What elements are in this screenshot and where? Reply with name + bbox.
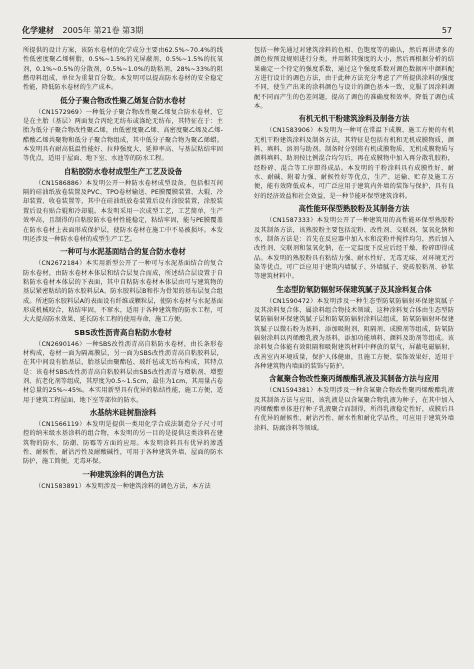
section-heading: SBS改性沥青高自粘防水卷材 [74, 327, 172, 337]
body-paragraph: （CN2672184）本实用新型公开了一种可与水泥基面结合的复合防水卷材，由防水卷材本体层和结合层复合而成，所述结合层设置于自粘防水卷材本体层的下表面，其中自粘防水卷材本体层由可与建筑物的基层紧密粘结的防水胶料层A、防水胶料层B和作为骨架的基布层复合组成。所述防水胶料层A的表面设有纤维或颗粒层，使防水卷材与水泥基面形成机械咬合，粘结牢固，不窜水，适用于各种建筑物的防水工程，可大大提高防水效果，延长防水工程的使用寿命，施工方便。 [23, 260, 223, 324]
journal-name: 化学建材 [22, 26, 54, 35]
body-paragraph: （CN1594381）本发明涉及一种含氟聚合物改性聚丙烯酸酯乳液及其制备方法与应用，该乳液是以含氟聚合物乳液为种子，在其中加入丙烯酸酯单体进行种子乳液聚合而制得，所得乳液稳定性好，成膜后具有优异的耐候性、耐沾污性、耐水性和耐化学品性，可应用于建筑外墙涂料、防腐涂料等领域。 [254, 387, 454, 432]
section-heading: 水基纳米硅树脂涂料 [89, 408, 157, 417]
body-paragraph: （CN1572969）一种低分子聚合物改性聚乙烯复合防水卷材，它是在主胎（基层）两面复合丙纶无纺布或涤纶无纺布，其特征在于：主胎为低分子聚合物改性聚乙烯，由低密度聚乙烯、高密度聚乙烯及乙烯-醋酸乙烯共聚物和低分子聚合物组成，其中低分子聚合物为聚乙烯蜡。本发明具有耐高低温性能好、拉伸强度大、延伸率高、与基层粘结牢固等优点，适用于屋面、地下室、水池等的防水工程。 [23, 108, 223, 163]
body-paragraph: （CN1586886）本发明公开一种防水卷材成型设备，包括相互间隔的硅油纸放卷装置及PVC、TPO卷材输送、PE膜覆膜装置、大辊、冷却装置、收卷装置等，其中在硅油纸放卷装置后设有涂胶装置，涂胶装置后设有贴合辊和冷却辊。本发明采用一次成型工艺，工艺简单，生产效率高，且制得的自粘胶防水卷材性能稳定，粘结牢固，能与PE膜覆盖在防水卷材上表面形成保护层，使防水卷材在施工中不易被损坏。本发明还涉及一种防水卷材的成型生产工艺。 [23, 179, 223, 243]
section-heading: 生态型防氡防辐射环保建筑腻子及其涂料复合体 [276, 284, 432, 294]
body-paragraph: 所提供的设计方案，该防水卷材的化学成分主要由62.5%~70.4%的线性低密度聚乙烯树脂，0.5%~1.5%的光屏蔽剂，0.5%~1.5%的抗氧剂，0.1%~0.5%的分散剂，0.5%~1.0%的助粘剂，28%~33%的阻燃母料组成，单位为重量百分数。本发明可以提高防水卷材的安全稳定性能，降低防水卷材的生产成本。 [23, 47, 223, 92]
body-paragraph: 包括一种先通过对建筑涂料的色相、色饱度等的确认，然后再讲诸多的颜色按预设规则进行分类，并用断其强度的大小，然后再根据分析的结果确定一个待定的强度系数，通过这个强度系数对调色数据库中颜料配方进行设计的调色方法，由于此种方法充分考虑了产所提供涂料的强度不同，使生产出来的涂料颜色与设计的颜色基本一致，克服了因涂料调配不同而产生的色差问题，提高了调色的准确度和效率，降低了调色成本。 [254, 47, 454, 111]
page-header [22, 24, 452, 39]
body-paragraph: （CN1587333）本发明公开了一种建筑用的高性能环保型熟胶粉及其制备方法，该熟胶粉主要包括淀粉、改性剂、交联剂、氢氧化钠和水，制备方法是：首先在反应器中加入水和淀粉并搅拌均匀，然后加入改性剂、交联剂和氢氧化钠，在一定温度下反应后经干燥、粉碎即得成品。本发明的熟胶粉具有粘结力强、耐水性好、无毒无味、对环境无污染等优点，可广泛应用于建筑内墙腻子、外墙腻子、瓷砖胶粘剂、砂浆等建筑材料中。 [254, 217, 454, 281]
body-paragraph: （CN1590472）本发明涉及一种生态型防氡防辐射环保建筑腻子及其涂料复合体，属涂料组合物技术领域，这种涂料复合体由生态型防氡防辐射环保建筑腻子层和防氡防辐射涂料层组成，防氡防辐射环保建筑腻子以微石粉为基料，添加吸附剂、阻隔剂、成膜剂等组成，防氡防辐射涂料以丙烯酸乳液为基料，添加功能填料、颜料及助剂等组成。该涂料复合体能有效阻隔和吸附建筑材料中释放的氡气，屏蔽电磁辐射，改善室内环境质量，保护人体健康，且施工方便、装饰效果好，适用于各种建筑物内墙面的装饰与防护。 [254, 297, 454, 370]
issue-info: 2005年 第21卷 第3期 [62, 26, 144, 35]
body-paragraph: （CN1583891）本发明涉及一种建筑涂料的调色方法，本方法 [35, 482, 211, 490]
section-heading: 自粘胶防水卷材成型生产工艺及设备 [63, 166, 183, 176]
body-paragraph: （CN1583906）本发明为一种可在常温下成膜、施工方便的有机无机干粉建筑涂料及制备方法，其特征是包括有机和无机成膜物质、颜料、填料、溶剂与助剂。制备时分别将有机成膜物质、无机成膜物质与颜料填料、助剂按比例混合均匀后，再在成膜物中加入再分散乳胶粉，经粉碎、混合等工序即得成品。本发明的干粉涂料具有成膜性好、耐水、耐碱、附着力强、耐候性好等优点，生产、运输、贮存及施工方便，能有效降低成本，可广泛应用于建筑内外墙的装饰与保护，具有良好的经济效益和社会效益，是一种节能环保型建筑涂料。 [254, 127, 454, 200]
body-paragraph: （CN1566119）本发明是提供一类用化学合成法制造分子尺寸可控的纳米级水基涂料的组合物，本发明的另一目的是提供这类涂料在建筑物的防水、防潮、防霉等方面的应用。本发明涂料具有优异的渗透性、耐候性、耐沾污性及耐酸碱性，可用于各种建筑外墙、屋面的防水防护，施工简便，无毒环保。 [23, 421, 223, 466]
section-heading: 含氟聚合物改性聚丙烯酸酯乳液及其制备方法与应用 [269, 374, 439, 384]
section-heading: 一种可与水泥基面结合的复合防水卷材 [60, 247, 186, 257]
section-heading: 有机无机干粉建筑涂料及制备方法 [298, 114, 410, 124]
section-heading: 高性能环保型熟胶粉及其制备方法 [298, 204, 410, 214]
section-heading: 低分子聚合物改性聚乙烯复合防水卷材 [60, 95, 186, 105]
body-paragraph: （CN2690146）一种SBS改性沥青高自粘防水卷材，由长条形卷材构成，卷材一面为隔离膜层，另一面为SBS改性沥青高自粘胶料层，在其中间设有胎基层，胎基层由聚酯毡、玻纤毡或无纺布构成，其特点是：该卷材SBS改性沥青高自粘胶料层由SBS改性沥青与增粘剂、增塑剂、抗老化剂等组成，其厚度为0.5~1.5cm，最佳为1cm，其用量占卷材总量的25%~45%。本实用新型具有优异的粘结性能，施工方便，适用于建筑工程屋面、地下室等部位的防水。 [23, 340, 223, 404]
section-heading: 一种建筑涂料的调色方法 [82, 469, 164, 479]
left-column [23, 46, 223, 654]
right-column [254, 46, 454, 654]
page-number: 57 [441, 26, 452, 35]
